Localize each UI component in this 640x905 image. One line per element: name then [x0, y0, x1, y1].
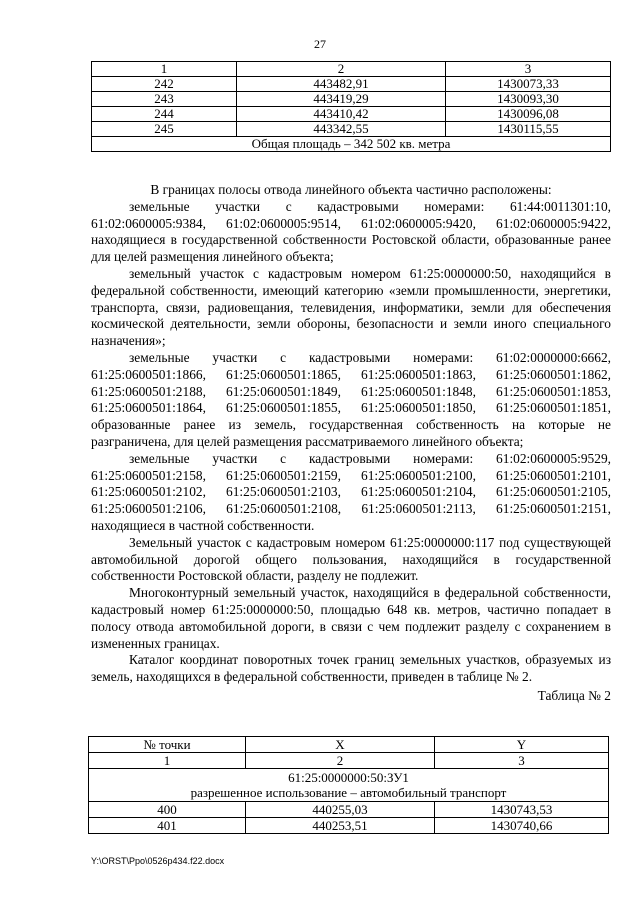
column-number-2: 2 [246, 753, 435, 769]
paragraph-road-parcel: Земельный участок с кадастровым номером 61:25:0000000:117 под существующей автомобильной дорогой общего пользования, находящийся в государственной собственности Ростовской области, разделу не подлежит. [91, 534, 611, 584]
y-coordinate: 1430115,55 [446, 122, 611, 137]
x-coordinate: 443419,29 [237, 92, 446, 107]
point-number: 244 [92, 107, 237, 122]
coordinates-table-2 [88, 736, 609, 834]
y-coordinate: 1430740,66 [435, 818, 609, 834]
total-area: Общая площадь – 342 502 кв. метра [92, 137, 611, 152]
paragraph-multicontour-parcel: Многоконтурный земельный участок, находящийся в федеральной собственности, кадастровый номер 61:25:0000000:50, площадью 648 кв. метров, частично попадает в полосу отвода автомобильной дороги, в связи с чем подлежит разделу с сохранением в измененных границах. [91, 585, 611, 651]
table2-caption: Таблица № 2 [537, 687, 611, 703]
table-row [92, 107, 611, 122]
column-number-1: 1 [92, 62, 237, 77]
point-number: 245 [92, 122, 237, 137]
document-body [91, 182, 611, 705]
paragraph-catalog: Каталог координат поворотных точек границ земельных участков, образуемых из земель, находящихся в федеральной собственности, приведен в таблице № 2. [91, 652, 611, 685]
column-number-2: 2 [237, 62, 446, 77]
paragraph-intro: В границах полосы отвода линейного объекта частично расположены: [150, 182, 552, 197]
paragraph-undivided-parcels: земельные участки с кадастровыми номерами: 61:02:0000000:6662, 61:25:0600501:1866, 61:25:0600501:1865, 61:25:0600501:1863, 61:25:0600501:1862, 61:25:0600501:2188, 61:25:0600501:1849, 61:25:0600501:1848, 61:25:0600501:1853, 61:25:0600501:1864, 61:25:0600501:1855, 61:25:0600501:1850, 61:25:0600501:1851, образованные ранее из земель, государственная собственность на которые не разграничена, для целей размещения рассматриваемого линейного объекта; [91, 349, 611, 449]
column-y: Y [435, 737, 609, 753]
coordinates-table-continued [91, 61, 611, 152]
paragraph-regional-parcels: земельные участки с кадастровыми номерами: 61:44:0011301:10, 61:02:0600005:9384, 61:02:0600005:9514, 61:02:0600005:9420, 61:02:0600005:9422, находящиеся в государственной собственности Ростовской области, образованные ранее для целей размещения линейного объекта; [91, 198, 611, 265]
total-area-row [92, 137, 611, 152]
parcel-info-row [89, 769, 609, 802]
x-coordinate: 443342,55 [237, 122, 446, 137]
point-number: 242 [92, 77, 237, 92]
table-row [92, 77, 611, 92]
table-number-row [89, 753, 609, 769]
y-coordinate: 1430096,08 [446, 107, 611, 122]
table-row [92, 122, 611, 137]
table-row [92, 92, 611, 107]
paragraph-private-parcels: земельные участки с кадастровыми номерами: 61:02:0600005:9529, 61:25:0600501:2158, 61:25:0600501:2159, 61:25:0600501:2100, 61:25:0600501:2101, 61:25:0600501:2102, 61:25:0600501:2103, 61:25:0600501:2104, 61:25:0600501:2105, 61:25:0600501:2106, 61:25:0600501:2108, 61:25:0600501:2113, 61:25:0600501:2151, находящиеся в частной собственности. [91, 450, 611, 533]
column-x: X [246, 737, 435, 753]
y-coordinate: 1430093,30 [446, 92, 611, 107]
column-point-number: № точки [89, 737, 246, 753]
table-row [89, 802, 609, 818]
table-row [89, 818, 609, 834]
footer-file-path: Y:\ORST\Ppo\0526p434.f22.docx [91, 856, 225, 866]
table-header-row [92, 62, 611, 77]
point-number: 401 [89, 818, 246, 834]
x-coordinate: 443410,42 [237, 107, 446, 122]
y-coordinate: 1430743,53 [435, 802, 609, 818]
column-number-1: 1 [89, 753, 246, 769]
x-coordinate: 440253,51 [246, 818, 435, 834]
parcel-info [89, 769, 609, 802]
y-coordinate: 1430073,33 [446, 77, 611, 92]
x-coordinate: 443482,91 [237, 77, 446, 92]
point-number: 243 [92, 92, 237, 107]
page-number: 27 [314, 37, 326, 51]
table-header-row [89, 737, 609, 753]
parcel-use: разрешенное использование – автомобильный транспорт [190, 785, 507, 800]
point-number: 400 [89, 802, 246, 818]
column-number-3: 3 [446, 62, 611, 77]
paragraph-federal-parcel: земельный участок с кадастровым номером 61:25:0000000:50, находящийся в федеральной собственности, имеющий категорию «земли промышленности, энергетики, транспорта, связи, радиовещания, телевидения, информатики, земли для обеспечения космической деятельности, земли обороны, безопасности и земли иного специального назначения»; [91, 265, 611, 349]
column-number-3: 3 [435, 753, 609, 769]
x-coordinate: 440255,03 [246, 802, 435, 818]
parcel-id: 61:25:0000000:50:ЗУ1 [288, 770, 409, 785]
